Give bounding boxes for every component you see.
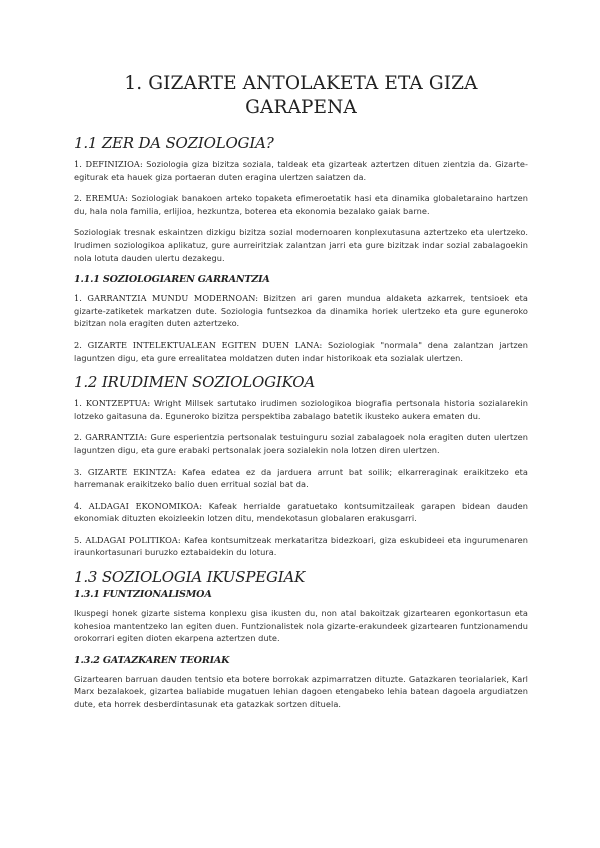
- paragraph-text: Soziologiak "normala" dena zalantzan jartzen laguntzen digu, eta gure errealitatea moldatzen duten indar historikoak eta sozialak ulertzen.: [74, 339, 528, 363]
- paragraph-tresnak: Soziologiak tresnak eskaintzen dizkigu bizitza sozial modernoaren konplexutasuna aztertzeko eta ulertzeko. Irudimen soziologikoa aplikatuz, gure aurreiritziak zalantzan jarri eta gure bizitzak indar sozial zabalagoekin nola lotuta dauden ulertu dezakegu.: [74, 227, 528, 263]
- paragraph-text: Bizitzen ari garen mundua aldaketa azkarrek, tentsioek eta gizarte-zatiketek markatzen dute. Soziologia funtsezkoa da dinamika horiek ulertzeko eta gure eguneroko bizitzan nola eragiten duten aztertzeko.: [74, 293, 528, 329]
- paragraph-label: 1. KONTZEPTUA:: [74, 398, 151, 409]
- paragraph-label: 4. ALDAGAI EKONOMIKOA:: [74, 500, 203, 511]
- section-heading-1-2: 1.2 IRUDIMEN SOZIOLOGIKOA: [74, 373, 315, 392]
- page-title: 1. GIZARTE ANTOLAKETA ETA GIZA GARAPENA: [124, 73, 478, 118]
- paragraph-aldagai-ekonomikoa: [74, 500, 528, 525]
- paragraph-text: Gure esperientzia pertsonalak testuinguru sozial zabalagoek nola eragiten duten ulertzen laguntzen digu, eta gure erabaki pertsonalak joera sozialekin nola lotzen diren ulertzen.: [74, 432, 528, 455]
- paragraph-garrantzia-mundu: [74, 292, 528, 330]
- paragraph-definizioa: [74, 158, 528, 183]
- paragraph-funtzionalismoa: Ikuspegi honek gizarte sistema konplexu gisa ikusten du, non atal bakoitzak gizartearen egonkortasun eta kohesioa mantentzeko lan egiten duen. Funtzionalistek nola gizarte-erakundeek gizartearen funtzionamendu orokorrari egiten dioten ekarpena aztertzen dute.: [74, 608, 528, 644]
- paragraph-text: Soziologia giza bizitza soziala, taldeak eta gizarteak aztertzen dituen zientzia da. Gizarte-egiturak eta hauek giza portaeran duten eragina ulertzen saiatzen da.: [74, 159, 528, 182]
- paragraph-label: 2. EREMUA:: [74, 193, 129, 204]
- paragraph-text: Wright Millsek sartutako irudimen soziologikoa biografia pertsonala historia sozialarekin lotzeko gaitasuna da. Eguneroko bizitza perspektiba zabalago batetik ikusteko aukera ematen du.: [74, 398, 528, 421]
- section-heading-1-3: 1.3 SOZIOLOGIA IKUSPEGIAK: [74, 568, 306, 587]
- paragraph-text: Kafea edatea ez da jarduera arrunt bat soilik; elkarreraginak eraikitzeko eta harremanak eraikitzeko balio duen erritual sozial bat da.: [74, 466, 528, 490]
- paragraph-text: Soziologiak banakoen arteko topaketa efimeroetatik hasi eta dinamika globaletaraino hartzen du, hala nola familia, erlijioa, hezkuntza, boterea eta ekonomia bezalako gaiak barne.: [74, 193, 528, 216]
- paragraph-kontzeptua: [74, 397, 528, 422]
- section-heading-1-1-1: 1.1.1 SOZIOLOGIAREN GARRANTZIA: [74, 274, 270, 286]
- paragraph-label: 3. GIZARTE EKINTZA:: [74, 466, 177, 477]
- paragraph-label: 1. DEFINIZIOA:: [74, 159, 143, 169]
- section-heading-1-3-2: 1.3.2 GATAZKAREN TEORIAK: [74, 654, 230, 666]
- paragraph-label: 1. GARRANTZIA MUNDU MODERNOAN:: [74, 293, 259, 304]
- page-content: [74, 72, 528, 720]
- paragraph-label: 2. GIZARTE INTELEKTUALEAN EGITEN DUEN LANA:: [74, 339, 323, 350]
- section-heading-1-1: 1.1 ZER DA SOZIOLOGIA?: [74, 134, 274, 152]
- paragraph-eremua: [74, 192, 528, 217]
- paragraph-text: Kafeak herrialde garatuetako kontsumitzaileak garapen bidean dauden ekonomiak dituzten ekoizleekin lotzen ditu, mendekotasun globalaren erakusgarri.: [74, 500, 528, 524]
- paragraph-label: 5. ALDAGAI POLITIKOA:: [74, 534, 181, 545]
- paragraph-aldagai-politikoa: [74, 534, 528, 559]
- paragraph-gatazka: Gizartearen barruan dauden tentsio eta botere borrokak azpimarratzen dituzte. Gatazkaren teorialariek, Karl Marx bezalakoek, gizartea baliabide mugatuen lehian dagoen etengabeko lehia batean dagoela argudiatzen dute, eta horrek desberdintasunak eta gatazkak sortzen dituela.: [74, 673, 528, 710]
- paragraph-label: 2. GARRANTZIA:: [74, 432, 148, 443]
- paragraph-text: Kafea kontsumitzeak merkataritza bidezkoari, giza eskubideei eta ingurumenaren iraunkortasunari buruzko eztabaidekin du lotura.: [74, 534, 528, 558]
- section-heading-1-3-1: 1.3.1 FUNTZIONALISMOA: [74, 589, 212, 601]
- paragraph-garrantzia: [74, 431, 528, 456]
- paragraph-gizarte-ekintza: [74, 466, 528, 491]
- paragraph-gizarte-intelektuala: [74, 339, 528, 364]
